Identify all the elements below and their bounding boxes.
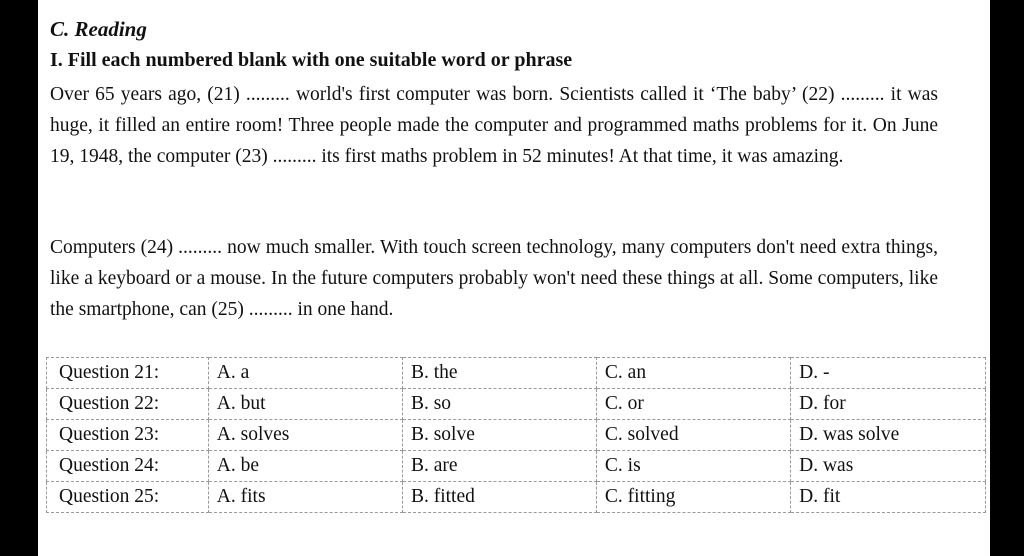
option-a: A. but — [208, 389, 402, 420]
option-b: B. the — [402, 358, 596, 389]
answer-options-table — [46, 357, 986, 513]
instruction-heading: I. Fill each numbered blank with one suitable word or phrase — [50, 49, 573, 71]
option-d: D. - — [791, 358, 986, 389]
option-b: B. solve — [402, 420, 596, 451]
question-label: Question 23: — [47, 420, 209, 451]
option-c: C. is — [596, 451, 790, 482]
question-label: Question 24: — [47, 451, 209, 482]
option-a: A. solves — [208, 420, 402, 451]
passage-paragraph-2: Computers (24) ......... now much smaller. With touch screen technology, many computers don't need extra things, like a keyboard or a mouse. In the future computers probably won't need these things at all. Some computers, like the smartphone, can (25) ......... in one hand. — [50, 237, 938, 320]
question-label: Question 22: — [47, 389, 209, 420]
option-c: C. an — [596, 358, 790, 389]
option-d: D. was — [791, 451, 986, 482]
option-b: B. fitted — [402, 482, 596, 513]
question-label: Question 21: — [47, 358, 209, 389]
document-page — [38, 0, 990, 556]
option-d: D. was solve — [791, 420, 986, 451]
option-a: A. a — [208, 358, 402, 389]
question-label: Question 25: — [47, 482, 209, 513]
option-d: D. for — [791, 389, 986, 420]
option-c: C. solved — [596, 420, 790, 451]
option-b: B. are — [402, 451, 596, 482]
option-c: C. fitting — [596, 482, 790, 513]
table-row — [47, 482, 986, 513]
passage-paragraph-1: Over 65 years ago, (21) ......... world's first computer was born. Scientists called it ‘The baby’ (22) ......... it was huge, it filled an entire room! Three people made the computer and programmed maths problems for it. On June 19, 1948, the computer (23) ......... its first maths problem in 52 minutes! At that time, it was amazing. — [50, 84, 938, 167]
section-heading: C. Reading — [50, 17, 147, 41]
table-row — [47, 358, 986, 389]
option-a: A. fits — [208, 482, 402, 513]
option-d: D. fit — [791, 482, 986, 513]
table-row — [47, 389, 986, 420]
option-a: A. be — [208, 451, 402, 482]
table-row — [47, 451, 986, 482]
option-b: B. so — [402, 389, 596, 420]
table-row — [47, 420, 986, 451]
option-c: C. or — [596, 389, 790, 420]
